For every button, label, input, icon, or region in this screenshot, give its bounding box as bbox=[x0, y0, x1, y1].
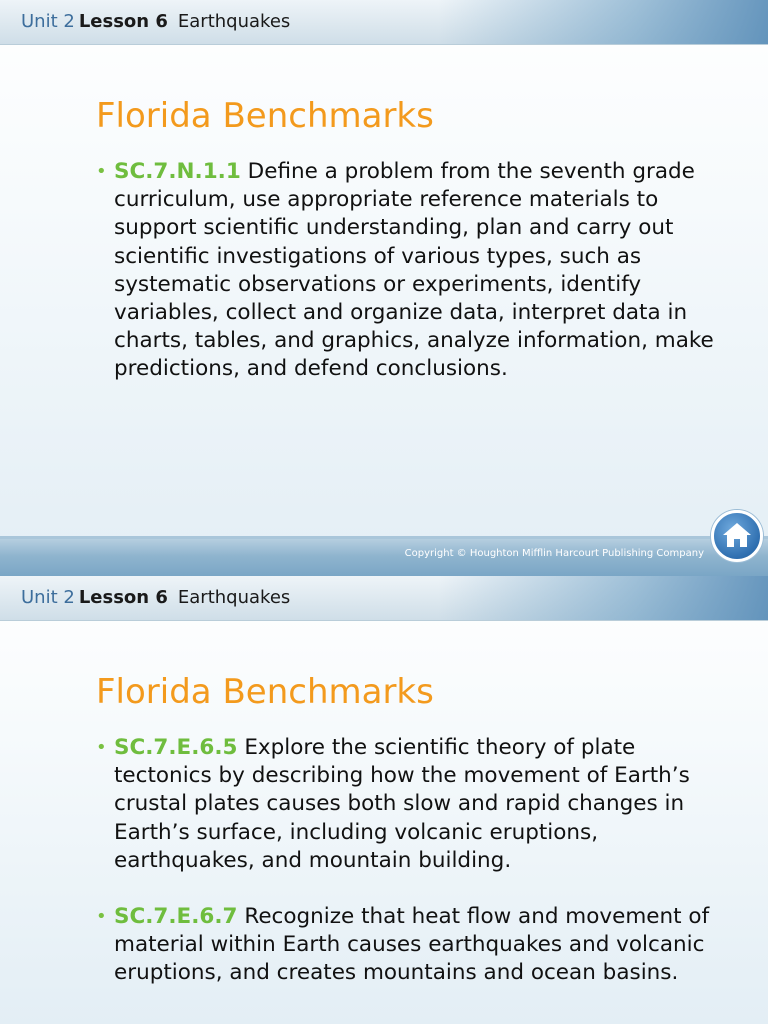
benchmark-text: Define a problem from the seventh grade curriculum, use appropriate reference materials to support scientific understanding, plan and carry out scientific investigations of various types, such as systematic observations or experiments, identify variables, collect and organize data, interpret data in charts, tables, and graphics, analyze information, make predictions, and defend conclusions. bbox=[114, 159, 714, 382]
slide-header bbox=[0, 576, 768, 621]
benchmark-code: SC.7.E.6.7 bbox=[114, 904, 238, 930]
bullet-icon: • bbox=[96, 906, 107, 928]
topic-label: Earthquakes bbox=[177, 11, 291, 32]
copyright-text: Copyright © Houghton Mifflin Harcourt Publishing Company bbox=[404, 548, 704, 559]
lesson-label: Lesson 6 bbox=[78, 587, 168, 608]
home-button[interactable] bbox=[711, 510, 763, 562]
benchmark-code: SC.7.E.6.5 bbox=[114, 735, 238, 760]
slide-header bbox=[0, 0, 768, 45]
lesson-label: Lesson 6 bbox=[78, 11, 168, 32]
unit-label: Unit 2 bbox=[21, 587, 75, 608]
lesson-breadcrumb bbox=[21, 586, 290, 610]
bullet-icon: • bbox=[96, 161, 107, 182]
slide-title: Florida Benchmarks bbox=[96, 672, 434, 712]
benchmark-code: SC.7.N.1.1 bbox=[114, 159, 241, 184]
benchmark-text: Recognize that heat flow and movement of material within Earth causes earthquakes and volcanic eruptions, and creates mountains and ocean basins. bbox=[114, 904, 710, 986]
slide-footer bbox=[0, 536, 768, 576]
slide-title: Florida Benchmarks bbox=[96, 96, 434, 136]
benchmark-item bbox=[96, 903, 726, 988]
benchmark-list bbox=[96, 734, 726, 1016]
benchmark-text: Explore the scientific theory of plate tectonics by describing how the movement of Earth’s crustal plates causes both slow and rapid changes in Earth’s surface, including volcanic eruptions, earthquakes, and mountain building. bbox=[114, 735, 690, 873]
benchmark-item bbox=[96, 158, 726, 384]
benchmark-list bbox=[96, 158, 726, 412]
bullet-icon: • bbox=[96, 737, 107, 758]
slide-2 bbox=[0, 576, 768, 1024]
home-icon bbox=[721, 521, 753, 549]
topic-label: Earthquakes bbox=[177, 587, 291, 608]
lesson-breadcrumb bbox=[21, 10, 290, 34]
benchmark-item bbox=[96, 734, 726, 875]
unit-label: Unit 2 bbox=[21, 11, 75, 32]
